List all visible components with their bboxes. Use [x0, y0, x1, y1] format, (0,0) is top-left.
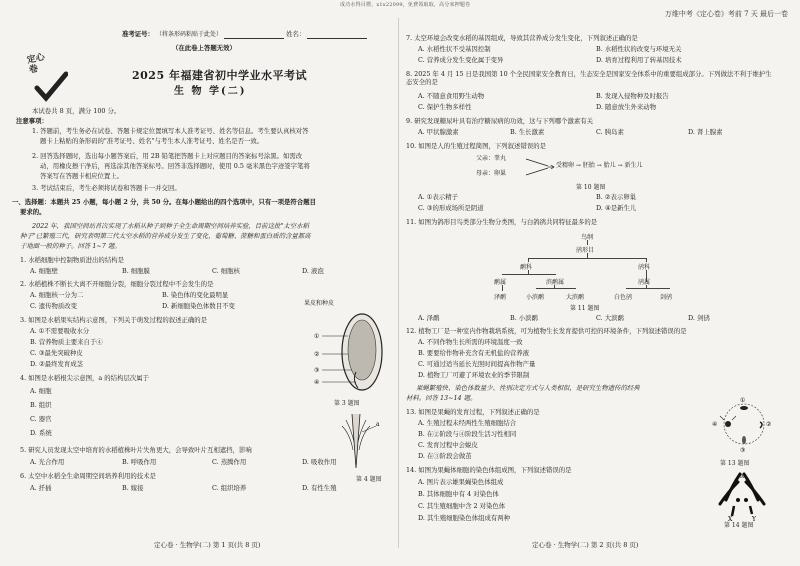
- option: A. ①不需要吸收水分: [30, 327, 90, 335]
- option: D. 吸收作用: [302, 458, 337, 466]
- option: A. 光合作用: [30, 458, 65, 466]
- fig10-mother: 母亲：卵巢: [476, 170, 507, 177]
- intro-text: 本试卷共 8 页，满分 100 分。: [32, 107, 121, 115]
- option: C. 遗传物质改变: [30, 302, 78, 310]
- question-stem: 11. 如图为鸽形目鸟类部分生物分类图，与白鸽鹆共同特征最多的是: [406, 218, 598, 226]
- tree-family-1: 鹬科: [520, 264, 533, 271]
- option: B. 其体细胞中有 4 对染色体: [418, 490, 499, 498]
- tree-line: [528, 258, 646, 259]
- option: A. 细胞核一分为二: [30, 291, 84, 299]
- exam-subtitle: 生 物 学(二): [174, 86, 247, 97]
- question-stem: 13. 如图是果蝇的发育过程，下列叙述正确的是: [406, 408, 540, 416]
- svg-text:①: ①: [314, 333, 320, 340]
- candidate-note: （将条形码粘贴于此处）: [156, 31, 223, 38]
- fig14-caption: 第 14 题图: [724, 522, 754, 529]
- option: B. 水稻性状的改变与环境无关: [596, 45, 682, 53]
- tree-root: 鸟纲: [581, 234, 594, 241]
- fruit-fly-lifecycle-figure: [706, 396, 782, 454]
- option: C. 发育过程中会蜕皮: [418, 441, 478, 449]
- svg-text:②: ②: [766, 421, 772, 428]
- candidate-line: [122, 30, 367, 39]
- tree-genus-1: 鹬属: [494, 279, 507, 286]
- question-stem: 10. 如图是人的生殖过程简图，下列叙述错误的是: [406, 142, 547, 150]
- page-divider: [398, 18, 399, 548]
- question-stem: 3. 如图是水稻果实结构示意图，下列关于萌发过程的叙述正确的是: [20, 316, 208, 324]
- top-notice: 成功水得目標，x1x22099，免費領取取，高分來押題卷: [340, 2, 471, 8]
- passage-line: 种子"已繁殖三代，研究表明第三代太空水稻的营养成分发生了变化，葡萄糖、蔗糖和蛋白质的含量都高: [20, 232, 311, 240]
- fig10-caption: 第 10 题图: [576, 184, 606, 191]
- option: C. 细胞核: [212, 267, 240, 275]
- option: D. 培育过程利用了转基因技术: [596, 56, 682, 64]
- option: C. ③的形成场所是阴道: [418, 204, 484, 212]
- note-line: 1. 答题前，考生务必在试卷、答题卡规定位置填写本人准考证号、姓名等信息。考生要认真核对答: [32, 127, 309, 135]
- svg-text:③: ③: [314, 367, 320, 374]
- tree-species: 泽鹬: [494, 294, 507, 301]
- stamp-logo: [26, 54, 70, 106]
- root-tip-figure: [332, 412, 382, 472]
- tree-line: [626, 288, 670, 289]
- fig10-sequence: 受精卵 → 胚胎 → 胎儿 → 新生儿: [556, 162, 643, 169]
- option: C. 胰岛素: [596, 128, 624, 136]
- tree-genus-3: 鸻属: [638, 279, 651, 286]
- candidate-blank: [224, 32, 284, 39]
- option: D. 肾上腺素: [688, 128, 723, 136]
- fig10-father: 父亲：睾丸: [476, 155, 507, 162]
- option: B. 营养物质主要来自于④: [30, 338, 103, 346]
- option: A. 图片表示雄果蝇染色体组成: [418, 478, 504, 486]
- svg-text:X: X: [728, 516, 733, 522]
- option: C. 大滨鹬: [596, 314, 624, 322]
- option: B. ②表示卵巢: [596, 193, 637, 201]
- right-page: [406, 0, 786, 566]
- check-icon: [34, 70, 68, 104]
- note-line: 动，用橡皮擦干净后，再选涂其他答案标号。回答非选择题时，使用 0.5 毫米黑色字迹签字笔将: [40, 162, 310, 170]
- svg-text:④: ④: [712, 421, 718, 428]
- tree-order: 鸻形目: [576, 247, 595, 254]
- option: D. ②最终发育成茎: [30, 360, 84, 368]
- question-stem: 6. 太空中水稻全生命周期空间培养利用的技术是: [20, 472, 156, 480]
- question-stem: 12. 植物工厂是一种室内作物栽培系统，可为植物生长发育提供可控的环境条件，下列叙述错误的是: [406, 327, 687, 335]
- question-stem: 14. 如图为果蝇体细胞的染色体组成图，下列叙述错误的是: [406, 466, 572, 474]
- chromosome-figure: [712, 470, 772, 522]
- no-answer-note: （在此卷上答题无效）: [172, 44, 236, 52]
- question-stem: 7. 太空环境会改变水稻的基因组成，导致其营养成分发生变化，下列叙述正确的是: [406, 34, 638, 42]
- svg-text:④: ④: [314, 379, 320, 386]
- exam-title: 2025 年福建省初中学业水平考试: [132, 69, 307, 82]
- svg-text:②: ②: [314, 351, 320, 358]
- svg-text:Y: Y: [752, 516, 756, 522]
- candidate-label: 准考证号：: [122, 30, 154, 38]
- option: A. 不同作物生长所需的环境温度一致: [418, 338, 523, 346]
- option: C. 蒸腾作用: [212, 458, 247, 466]
- option: D. 在③阶段会做茧: [418, 452, 472, 460]
- option: A. 水稻性状不受基因控制: [418, 45, 491, 53]
- option: B. 组织: [30, 401, 52, 409]
- question-stem: 8. 2025 年 4 月 15 日是我国第 10 个全民国家安全教育日，生态安全是国家安全体系中的重要组成部分。下列做法不利于维护生态安全的是: [406, 70, 772, 86]
- svg-text:Ⅳ: Ⅳ: [740, 474, 745, 480]
- name-label: 姓名：: [286, 30, 306, 38]
- tree-line: [502, 285, 503, 291]
- question-stem: 9. 研究发现糖尿叶具有治疗糖尿病的功效，这与下列哪个激素有关: [406, 117, 594, 125]
- option: A. 细胞壁: [30, 267, 58, 275]
- option: B. 发现入侵物种及时报告: [596, 92, 669, 100]
- tree-family-2: 鸻科: [638, 264, 651, 271]
- option: D. 有性生殖: [302, 484, 337, 492]
- option: C. 营养成分发生变化属于变异: [418, 56, 504, 64]
- option: D. ④是新生儿: [596, 204, 637, 212]
- option: A. 泽鹬: [418, 314, 440, 322]
- option: D. 液泡: [302, 267, 324, 275]
- fig4-caption: 第 4 题图: [356, 476, 382, 483]
- tree-species: 大滨鹬: [566, 294, 585, 301]
- tree-species: 小滨鹬: [526, 294, 545, 301]
- option: A. 甲状腺激素: [418, 128, 459, 136]
- section-heading-cont: 要求的。: [20, 208, 46, 216]
- passage-line: 果蝇繁殖快、染色体数量少、性别决定方式与人类相似，是研究生物遗传的经典: [416, 384, 640, 392]
- svg-text:①: ①: [740, 397, 746, 404]
- question-stem: 5. 研究人员发现太空中培育的水稻植株叶片失角更大，会导致叶片互相遮挡，影响: [20, 446, 252, 454]
- option: B. 嫁接: [122, 484, 144, 492]
- option: D. 系统: [30, 429, 52, 437]
- note-line: 题卡上粘贴的条形码的"准考证号、姓名"与考生本人准考证号、姓名是否一致。: [40, 137, 264, 145]
- note-line: 3. 考试结束后，考生必须将试卷和答题卡一并交回。: [32, 184, 181, 192]
- option: D. 随意放生外来动物: [596, 103, 657, 111]
- question-stem: 4. 如图是水稻根尖示意图，a 的结构层次属于: [20, 374, 150, 382]
- left-page: [12, 0, 392, 566]
- option: B. 染色体的变化最明显: [162, 291, 229, 299]
- tree-species: 白色鸻: [614, 294, 633, 301]
- option: B. 细胞膜: [122, 267, 150, 275]
- option: A. 生殖过程未经两性生殖细胞结合: [418, 419, 517, 427]
- top-right-title: 万维中考《定心卷》考前 7 天 最后一卷: [664, 10, 788, 18]
- option: A. 扦插: [30, 484, 52, 492]
- option: C. 可通过适当延长光照时间提高作物产量: [418, 360, 536, 368]
- option: C. ③最先突破种皮: [30, 349, 83, 357]
- fig10-arrows: [524, 154, 556, 180]
- option: A. 细胞: [30, 387, 52, 395]
- fig3-title: 果皮和种皮: [304, 300, 335, 307]
- option: D. 植物工厂可避了环境农业的季节限制: [418, 371, 530, 379]
- section-heading: 一、选择题：本题共 25 小题，每小题 2 分，共 50 分。在每小题给出的四个选项中，只有一项是符合题目: [12, 198, 316, 206]
- question-stem: 2. 水稻植株不断长大离不开细胞分裂，细胞分裂过程中不会发生的是: [20, 280, 214, 288]
- fig13-caption: 第 13 题图: [720, 460, 750, 467]
- option: B. 呼吸作用: [122, 458, 157, 466]
- option: C. 其生殖细胞中含 2 对染色体: [418, 502, 506, 510]
- rice-grain-figure: [312, 310, 392, 394]
- stamp-text: 定心 卷: [26, 52, 46, 76]
- question-stem: 1. 水稻细胞中控制物质进出的结构是: [20, 256, 124, 264]
- option: D. 其生殖细胞染色体组成有两种: [418, 514, 511, 522]
- note-line: 答案写在答题卡相应位置上。: [40, 172, 124, 180]
- option: A. 不随意食用野生动物: [418, 92, 485, 100]
- svg-text:③: ③: [740, 447, 746, 454]
- tree-line: [502, 274, 556, 275]
- notes-title: 注意事项：: [16, 117, 48, 125]
- passage-line: 材料。回答 13~14 题。: [406, 394, 477, 402]
- option: A. ①表示精子: [418, 193, 458, 201]
- passage-line: 于地面一般的种子。回答 1~7 题。: [20, 242, 121, 250]
- option: D. 剑鸻: [688, 314, 710, 322]
- option: D. 新细胞染色体数目不变: [162, 302, 235, 310]
- option: B. 小滨鹬: [510, 314, 538, 322]
- tree-species: 剑鸻: [660, 294, 673, 301]
- note-line: 2. 回答选择题时，选出每小题答案后，用 2B 铅笔把答题卡上对应题目的答案标号涂黑。如需改: [32, 152, 303, 160]
- tree-line: [536, 288, 576, 289]
- option: B. 在②阶段与④阶段生活习性相同: [418, 430, 517, 438]
- option: B. 生长激素: [510, 128, 545, 136]
- right-footer: 定心卷 · 生物学(二) 第 2 页(共 8 页): [532, 541, 639, 549]
- svg-text:a: a: [376, 421, 380, 428]
- left-footer: 定心卷 · 生物学(二) 第 1 页(共 8 页): [154, 541, 261, 549]
- name-blank: [307, 32, 367, 39]
- option: C. 组织培养: [212, 484, 247, 492]
- option: C. 器官: [30, 415, 52, 423]
- tree-genus-2: 滨鹬属: [546, 279, 565, 286]
- option: B. 要要给作物补充含有无机盐的营养液: [418, 349, 530, 357]
- option: C. 保护生物多样性: [418, 103, 472, 111]
- fig3-caption: 第 3 题图: [334, 400, 360, 407]
- passage-line: 2022 年，我国空间站首次实现了水稻从种子到种子全生命周期空间培养实验，目前这批"太空水稻: [32, 222, 309, 230]
- fig11-caption: 第 11 题图: [570, 305, 600, 312]
